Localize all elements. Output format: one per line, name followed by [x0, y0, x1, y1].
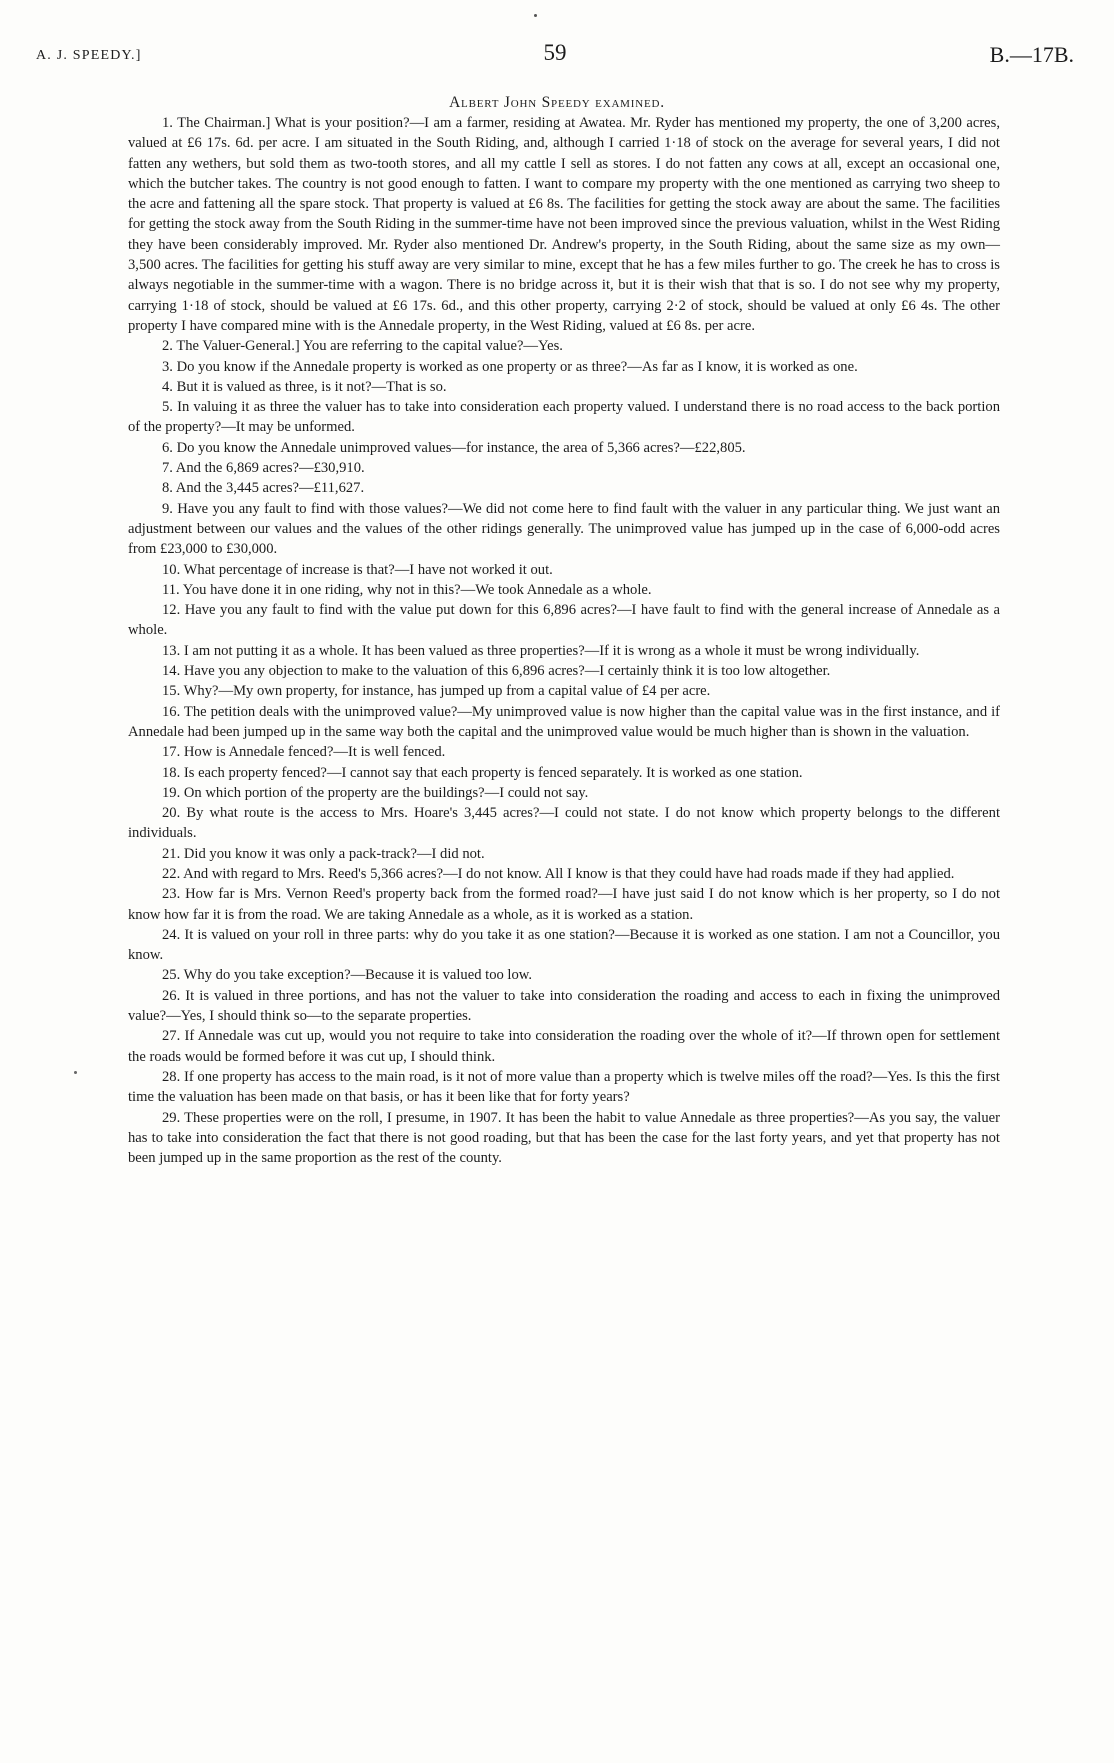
paragraph: 25. Why do you take exception?—Because it is valued too low. [162, 967, 533, 984]
paragraph: 19. On which portion of the property are the buildings?—I could not say. [162, 784, 589, 801]
document-reference: B.—17B. [989, 42, 1074, 67]
paragraph: 4. But it is valued as three, is it not?—That is so. [162, 378, 447, 395]
paragraph: 1. The Chairman.] What is your position?—I am a farmer, residing at Awatea. Mr. Ryder has mentioned my property, the one of 3,200 acres, valued at £6 17s. 6d. per acre. I am situated in the South Riding, and, although I carried 1·18 of stock on the average for several years, I did not fatten any wethers, but sold them as two-tooth stores, and all my cattle I sell as stores. I do not fatten any cows at all, except an occasional one, which the butcher takes. The country is not good enough to fatten. I want to compare my property with the one mentioned as carrying two sheep to the acre and fattening all the spare stock. That property is valued at £6 8s. The facilities for getting the stock away are about the same. The facilities for getting the stock away from the South Riding in the summer-time have not been improved since the previous valuation, whilst in the West Riding they have been considerably improved. Mr. Ryder also mentioned Dr. Andrew's property, in the South Riding, about the same size as my own—3,500 acres. The facilities for getting his stuff away are very similar to mine, except that he has a few miles further to go. The creek he has to cross is always negotiable in the summer-time with a wagon. There is no bridge across it, but it is their wish that that is so. I do not see why my property, carrying 1·18 of stock, should be valued at £6 17s. 6d., and this other property, carrying 2·2 of stock, should be valued at only £6 4s. The other property I have compared mine with is the Annedale property, in the West Riding, valued at £6 8s. per acre. [128, 115, 1000, 334]
paragraph: 5. In valuing it as three the valuer has to take into consideration each property valued. I understand there is no road access to the back portion of the property?—It may be unformed. [128, 399, 1000, 436]
paragraph: 12. Have you any fault to find with the value put down for this 6,896 acres?—I have fault to find with the general increase of Annedale as a whole. [128, 602, 1000, 639]
paragraph: 22. And with regard to Mrs. Reed's 5,366 acres?—I do not know. All I know is that they could have had roads made if they had applied. [162, 865, 955, 882]
paragraph: 10. What percentage of increase is that?—I have not worked it out. [162, 561, 553, 578]
paragraph: 9. Have you any fault to find with those values?—We did not come here to find fault with the valuer in any particular thing. We just want an adjustment between our values and the values of the other ridings generally. The unimproved value has jumped up in the case of 6,000-odd acres from £23,000 to £30,000. [128, 500, 1000, 558]
paragraph: 2. The Valuer-General.] You are referring to the capital value?—Yes. [162, 338, 563, 355]
paragraph: 3. Do you know if the Annedale property is worked as one property or as three?—As far as I know, it is worked as one. [162, 358, 858, 375]
paragraph: 20. By what route is the access to Mrs. Hoare's 3,445 acres?—I could not state. I do not know which property belongs to the different individuals. [128, 805, 1000, 842]
paragraph: 27. If Annedale was cut up, would you not require to take into consideration the roading over the whole of it?—If thrown open for settlement the roads would be formed before it was cut up, I should think. [128, 1028, 1000, 1065]
paragraph: 16. The petition deals with the unimproved value?—My unimproved value is now higher than the capital value was in the first instance, and if Annedale had been jumped up in the same way both the capital and the unimproved value would be much higher than is shown in the valuation. [128, 703, 1000, 740]
paragraph: 13. I am not putting it as a whole. It has been valued as three properties?—If it is wrong as a whole it must be wrong individually. [162, 642, 920, 659]
paragraph: 8. And the 3,445 acres?—£11,627. [162, 480, 365, 497]
paragraph: 28. If one property has access to the main road, is it not of more value than a property which is twelve miles off the road?—Yes. Is this the first time the valuation has been made on that basis, or has it been like that for forty years? [128, 1068, 1000, 1106]
paragraph: 23. How far is Mrs. Vernon Reed's property back from the formed road?—I have just said I do not know which is her property, so I do not know how far it is from the road. We are taking Annedale as a whole, as it is worked as a station. [128, 886, 1000, 923]
page-header [36, 40, 1074, 76]
paragraph: 21. Did you know it was only a pack-track?—I did not. [162, 845, 485, 862]
paragraph: 26. It is valued in three portions, and has not the valuer to take into consideration the roading and access to each in fixing the unimproved value?—Yes, I should think so—to the separate properties. [128, 987, 1000, 1025]
section-title: Albert John Speedy examined. [449, 94, 665, 111]
paragraph: 7. And the 6,869 acres?—£30,910. [162, 460, 365, 477]
testimony-body [128, 113, 1000, 1168]
paragraph: 18. Is each property fenced?—I cannot say that each property is fenced separately. It is worked as one station. [162, 764, 803, 781]
paragraph: 17. How is Annedale fenced?—It is well fenced. [162, 744, 446, 761]
paragraph: 6. Do you know the Annedale unimproved values—for instance, the area of 5,366 acres?—£22,805. [162, 439, 746, 456]
header-witness-name: A. J. SPEEDY.] [36, 48, 142, 63]
paragraph: 11. You have done it in one riding, why not in this?—We took Annedale as a whole. [162, 581, 652, 598]
paragraph: 24. It is valued on your roll in three parts: why do you take it as one station?—Because it is worked as one station. I am not a Councillor, you know. [128, 926, 1000, 964]
paragraph: 29. These properties were on the roll, I presume, in 1907. It has been the habit to value Annedale as three properties?—As you say, the valuer has to take into consideration the fact that there is not good roading, but that has been the case for the last forty years, and yet that property has not been jumped up in the same proportion as the rest of the county. [128, 1109, 1000, 1167]
page-speck [534, 14, 537, 17]
paragraph: 14. Have you any objection to make to the valuation of this 6,896 acres?—I certainly think it is too low altogether. [162, 663, 831, 680]
paragraph: 15. Why?—My own property, for instance, has jumped up from a capital value of £4 per acre. [162, 683, 711, 700]
page-speck [74, 1071, 77, 1074]
page-number: 59 [543, 40, 567, 65]
